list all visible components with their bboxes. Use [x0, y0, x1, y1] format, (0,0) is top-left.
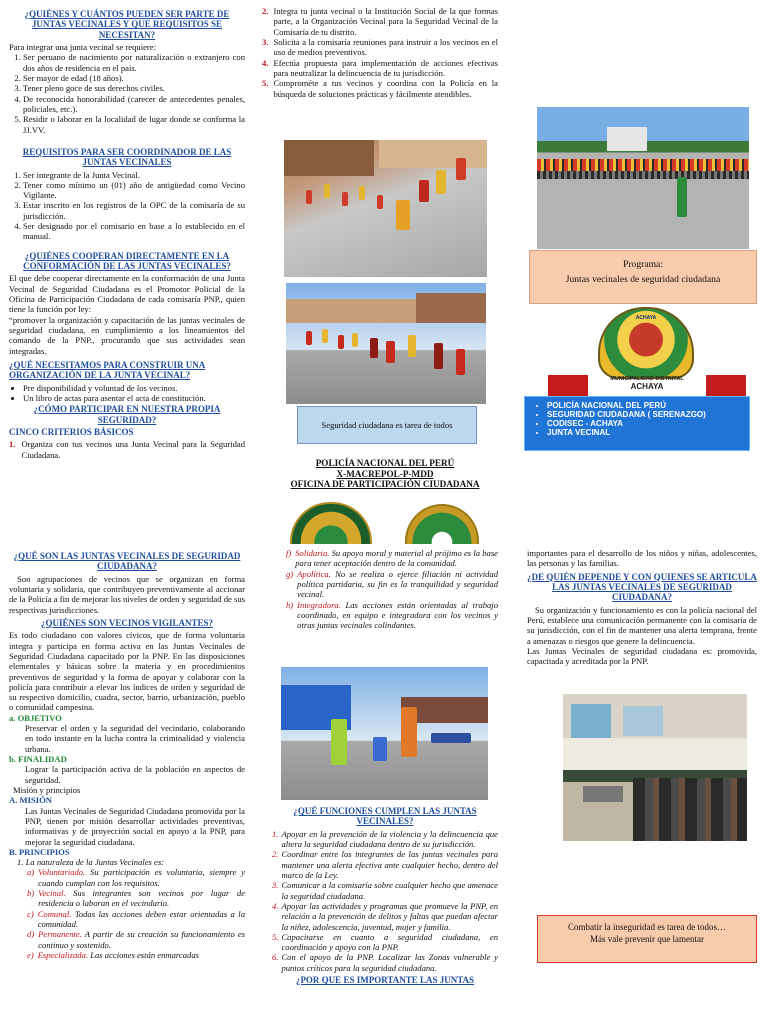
principle-term: Permanente.	[38, 929, 82, 940]
col-top-middle	[262, 6, 498, 99]
caption-text: Seguridad ciudadana es tarea de todos	[321, 420, 453, 430]
col-bottom-left	[9, 548, 245, 960]
criterion-2	[262, 6, 498, 37]
heading-coordinador: REQUISITOS PARA SER COORDINADOR DE LAS JUNTAS VECINALES	[22, 146, 232, 168]
principle-body	[38, 888, 245, 909]
principle-body	[38, 909, 245, 930]
importance-continuation: importantes para el desarrollo de los niños y niñas, adolescentes, las personas y las familias.	[527, 548, 757, 569]
principle-letter: e)	[27, 949, 34, 960]
shield-emblem-icon	[598, 307, 694, 379]
criterion-text: Organiza con tus vecinos una Junta Vecinal para la Seguridad Ciudadana.	[21, 439, 245, 460]
function-number: 2.	[272, 849, 279, 860]
heading-como-participar: ¿CÓMO PARTICIPAR EN NUESTRA PROPIA SEGURIDAD?	[33, 404, 221, 425]
principios-intro: 1. La naturaleza de la Juntas Vecinales es:	[17, 857, 165, 868]
function-text: Capacitarse en cuanto a seguridad ciudadana, en coordinación y apoyo con la PNP.	[281, 931, 498, 953]
function-item	[272, 880, 498, 901]
photo-dancers-street	[286, 283, 486, 404]
photo-dancers-parade	[284, 140, 487, 277]
list-item: 2. Tener como mínimo un (01) año de antigüedad como Vecino Vigilante.	[23, 180, 245, 201]
principle-body	[295, 548, 498, 569]
criterion-5	[262, 78, 498, 99]
principle-item	[286, 600, 498, 631]
principle-term: Especializada.	[37, 949, 89, 960]
finalidad-text: Lograr la participación activa de la población en aspectos de seguridad.	[25, 764, 245, 785]
principle-item	[286, 548, 498, 569]
cooperan-quote: “promover la organización y capacitación de las juntas vecinales de seguridad ciudadana, en cumplimiento a los lineamientos del comando de la PNP., procurando que sus actividades sean integradas.	[9, 314, 245, 356]
principle-body	[297, 600, 498, 631]
heading-vecinos-vigilantes: ¿QUIÉNES SON VECINOS VIGILANTES?	[41, 617, 213, 628]
criterion-text: Integra tu junta vecinal o la Institución Social de la que formas parte, a la Organización Vecinal para la Seguridad Vecinal de la Comisaría de tu distrito.	[273, 6, 498, 37]
principle-letter: c)	[27, 908, 34, 919]
function-number: 6.	[272, 952, 279, 963]
principle-item	[27, 909, 245, 930]
principle-text: A partir de su creación su funcionamiento es continuo y sostenido.	[38, 929, 245, 950]
principle-body	[38, 867, 245, 888]
logo-caption-line-2: ACHAYA	[630, 381, 664, 391]
requirements-intro: Para integrar una junta vecinal se requiere:	[9, 42, 156, 53]
principle-term: Integradora.	[297, 599, 341, 610]
principle-letter: f)	[286, 548, 292, 558]
needs-list	[9, 383, 245, 404]
principle-letter: b)	[27, 888, 35, 899]
heading-criterios: CINCO CRITERIOS BÁSICOS	[9, 426, 134, 437]
principle-term: Apolítica.	[297, 568, 331, 579]
criterion-number: 4.	[262, 57, 269, 68]
principle-term: Comunal.	[37, 908, 72, 919]
org-title	[270, 458, 500, 490]
principle-text: Sus integrantes son vecinos por lugar de residencia o laboran en el vecindario.	[38, 888, 245, 909]
function-number: 3.	[272, 880, 279, 891]
principios-label: B. PRINCIPIOS	[9, 846, 70, 857]
logo-top-text: ACHAYA	[635, 315, 657, 321]
organizations-list	[525, 401, 749, 437]
logo-caption-line-1: MUNICIPALIDAD DISTRITAL	[610, 376, 684, 382]
col-bottom-middle-functions	[272, 803, 498, 987]
col-top-left	[9, 6, 245, 460]
function-number: 5.	[272, 931, 279, 942]
function-number: 4.	[272, 900, 279, 911]
principle-body	[38, 929, 245, 950]
principle-text: Su participación es voluntaria, siempre y cuando cumplan con los requisitos.	[38, 867, 245, 888]
org-title-line-1: POLICÍA NACIONAL DEL PERÚ	[315, 458, 455, 468]
list-item: 5. Residir o laborar en la localidad de lugar donde se conforma la JJ.VV.	[23, 114, 245, 135]
mision-text: Las Juntas Vecinales de Seguridad Ciudadana promovida por la PNP, tienen por misión desarrollar actividades preventivas, informativas y de proyección social en apoyo a la PNP, para mejorar la seguridad ciudadana.	[25, 805, 245, 847]
heading-de-quien-depende: ¿DE QUIÉN DEPENDE Y CON QUIENES SE ARTICULA LAS JUNTAS VECINALES DE SEGURIDAD CIUDADANA?	[527, 571, 757, 603]
function-item	[272, 901, 498, 932]
police-badge-logo	[290, 502, 372, 544]
function-text: Con el apoyo de la PNP. Localizar las Zonas vulnerable y puntos críticos para la seguridad ciudadana.	[281, 952, 498, 973]
cooperan-paragraph: El que debe cooperar directamente en la conformación de una Junta Vecinal de Seguridad Ciudadana es el Promotor Policial de la Oficina de Participación Ciudadana de cada comisaría PNP., quien tiene la función por ley:	[9, 273, 245, 315]
heading-necesitamos: ¿QUÉ NECESITAMOS PARA CONSTRUIR UNA ORGANIZACIÓN DE LA JUNTA VECINAL?	[9, 359, 206, 381]
principle-item	[27, 867, 245, 888]
principle-body	[297, 569, 498, 600]
logo-caption	[588, 377, 706, 391]
function-item	[272, 932, 498, 953]
heading-cooperan: ¿QUIÉNES COOPERAN DIRECTAMENTE EN LA CONFORMACIÓN DE LAS JUNTAS VECINALES?	[23, 250, 231, 272]
objetivo-text: Preservar el orden y la seguridad del vecindario, colaborando en todo instante en la lucha contra la criminalidad y violencia urbana.	[25, 723, 245, 754]
principles-list	[9, 867, 245, 960]
criterion-number: 5.	[262, 78, 269, 89]
principle-item	[27, 929, 245, 950]
col-bottom-right	[527, 548, 757, 667]
list-item: 2. Ser mayor de edad (18 años).	[23, 73, 245, 83]
municipality-logo	[548, 305, 746, 397]
function-item	[272, 829, 498, 850]
list-item: 4. De reconocida honorabilidad (carecer de antecedentes penales, policiales, etc.).	[23, 94, 245, 115]
principle-text: Las acciones están orientadas al trabajo coordinado, en equipo e integradora con los vecinos y otras juntas vecinales colindantes.	[297, 599, 498, 631]
heading-que-son: ¿QUÉ SON LAS JUNTAS VECINALES DE SEGURIDAD CIUDADANA?	[13, 551, 241, 572]
function-item	[272, 952, 498, 973]
criterion-text: Solicita a la comisaría reuniones para instruir a los vecinos en el uso de medios preventivos.	[273, 36, 498, 58]
principle-term: Solidaria.	[295, 548, 330, 558]
principle-term: Voluntariado.	[38, 867, 86, 878]
photo-police-citizens	[281, 667, 488, 800]
principle-letter: h)	[286, 599, 294, 610]
list-item: 1. Ser integrante de la Junta Vecinal.	[23, 170, 245, 180]
list-item: 1. Ser peruano de nacimiento por naturalización o extranjero con dos años de residencia en el país.	[23, 52, 245, 73]
vecinos-paragraph: Es todo ciudadano con valores cívicos, que de forma voluntaria integra y participa en forma activa en las Juntas Vecinales de Seguridad Ciudadana capacitado por la PNP. En las disposiciones elementales y básicas sobre la materia y en procedimientos preventivos de seguridad y la forma de apoyar y colaborar con la policía para contribuir a elevar los índices de orden y seguridad de su respectivo domicilio, cuadra, sector, barrio, urbanización, pueblo o comunidad campesina.	[9, 630, 245, 713]
list-item: 4. Ser designado por el comisario en base a lo establecido en el manual.	[23, 221, 245, 242]
list-item: • JUNTA VECINAL	[547, 428, 749, 437]
depende-paragraph: Su organización y funcionamiento es con la policía nacional del Perú, establece una comunicación permanente con la comisaría de su jurisdicción, con el fin de mantener una alerta temprana, frente a amenazas o riesgos que genere la delincuencia.	[527, 604, 757, 646]
criterion-1	[9, 439, 245, 460]
criterion-number: 3.	[262, 36, 269, 47]
finalidad-label: b. FINALIDAD	[9, 754, 67, 765]
slogan-line-2: Más vale prevenir que lamentar	[590, 934, 704, 944]
mision-title: Misión y principios	[13, 784, 81, 795]
heading-por-que-importante: ¿POR QUE ES IMPORTANTE LAS JUNTAS	[295, 975, 475, 986]
heading-quienes-cuantos: ¿QUIÉNES Y CUÁNTOS PUEDEN SER PARTE DE JUNTAS VECINALES Y QUE REQUISITOS SE NECESITAN?	[24, 9, 230, 40]
slogan-box	[537, 915, 757, 963]
principle-text: Las acciones están enmarcadas	[88, 949, 199, 960]
slogan-line-1: Combatir la inseguridad es tarea de todos…	[568, 922, 726, 932]
program-box	[529, 250, 757, 304]
organizations-box	[524, 396, 750, 451]
criterion-4	[262, 58, 498, 79]
principle-item	[27, 888, 245, 909]
function-item	[272, 849, 498, 880]
col-bottom-middle	[286, 548, 498, 631]
caption-box	[297, 406, 477, 444]
criterion-text: Comprométe a tus vecinos y coordina con la Policía en la búsqueda de soluciones prácticas y fácilmente atendibles.	[273, 78, 498, 99]
org-title-line-2: X-MACREPOL-P-MDD	[336, 468, 434, 479]
mision-label: A. MISIÓN	[9, 795, 52, 806]
requirements-list	[9, 52, 245, 135]
list-item: • SEGURIDAD CIUDADANA ( SERENAZGO)	[547, 410, 749, 419]
criterion-text: Efectúa propuesta para implementación de acciones efectivas para neutralizar la delincuencia de tu jurisdicción.	[273, 57, 498, 78]
principle-item	[286, 569, 498, 600]
function-text: Comunicar a la comisaría sobre cualquier hecho que amenace la seguridad ciudadana.	[281, 880, 498, 901]
principle-letter: a)	[27, 867, 35, 878]
que-son-paragraph: Son agrupaciones de vecinos que se organizan en forma voluntaria y solidaria, que contribuyen preventivamente al accionar de la Policía a fin de mejorar los niveles de orden y seguridad de sus respectivas jurisdicciones.	[9, 573, 245, 615]
list-item: • Pre disponibilidad y voluntad de los vecinos.	[23, 383, 245, 393]
principle-term: Vecinal.	[38, 888, 66, 899]
org-title-line-3: OFICINA DE PARTICIPACIÓN CIUDADANA	[290, 479, 480, 490]
function-text: Apoyar en la prevención de la violencia y la delincuencia que altera la seguridad ciudadana dentro de su jurisdicción.	[281, 828, 498, 849]
principle-letter: g)	[286, 568, 294, 579]
criterion-3	[262, 37, 498, 58]
program-label: Programa:	[623, 259, 663, 270]
list-item: • Un libro de actas para asentar el acta de constitución.	[23, 393, 245, 403]
criterion-number: 1.	[9, 439, 16, 450]
function-text: Coordinar entre los integrantes de las juntas vecinales para mantener una alerta efectiva ante cualquier hecho, dentro del marco de la Ley.	[281, 849, 498, 880]
list-item: • POLICÍA NACIONAL DEL PERÚ	[547, 401, 749, 410]
principle-item	[27, 950, 245, 960]
functions-list	[272, 829, 498, 973]
objetivo-label: a. OBJETIVO	[9, 712, 62, 723]
promovida-paragraph: Las Juntas Vecinales de seguridad ciudadana es: promovida, capacitada y acreditada por la PNP.	[527, 645, 757, 667]
principle-text: Todas las acciones deben estar orientadas a la comunidad.	[37, 908, 245, 930]
criterion-number: 2.	[262, 6, 269, 16]
function-number: 1.	[272, 828, 279, 839]
photo-meeting-room	[563, 694, 747, 841]
principle-text: Su apoyo moral y material al prójimo es la base para tener aceptación dentro de la comunidad.	[295, 548, 498, 569]
list-item: • CODISEC - ACHAYA	[547, 419, 749, 428]
photo-formation	[537, 107, 749, 249]
principle-body	[38, 950, 199, 960]
principle-text: No se realiza o ejerce filiación ni actividad política partidaria, su fin es la tranquilidad y seguridad vecinal.	[297, 568, 498, 600]
heading-funciones: ¿QUÉ FUNCIONES CUMPLEN LAS JUNTAS VECINALES?	[293, 806, 477, 827]
program-name: Juntas vecinales de seguridad ciudadana	[565, 274, 721, 285]
list-item: 3. Tener pleno goce de sus derechos civiles.	[23, 83, 245, 93]
function-text: Apoyar las actividades y programas que promueve la PNP, en relación a la prevención de delitos y faltas que puedan afectar la niñez, adolescencia, juventud, mujer y familia.	[281, 900, 498, 932]
principle-letter: d)	[27, 929, 35, 940]
coordinator-list	[9, 170, 245, 242]
principles-list-continued	[286, 548, 498, 631]
participation-office-logo	[405, 504, 479, 544]
list-item: 3. Estar inscrito en los registros de la OPC de la comisaría de su jurisdicción.	[23, 200, 245, 221]
